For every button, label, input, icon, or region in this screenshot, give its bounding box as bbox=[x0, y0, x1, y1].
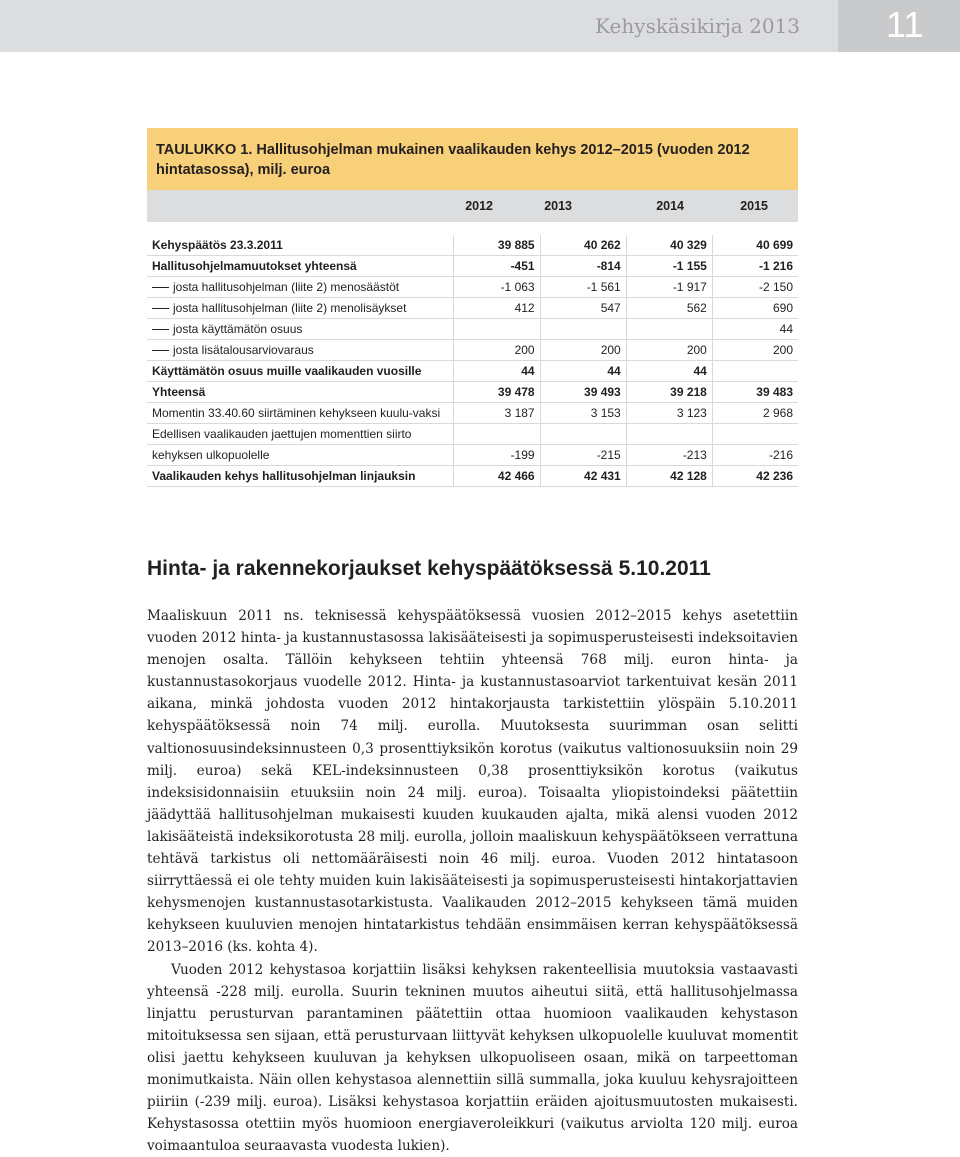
value-cell: 3 153 bbox=[540, 403, 626, 424]
value-cell: 3 123 bbox=[626, 403, 712, 424]
row-label-text: Käyttämätön osuus muille vaalikauden vuosille bbox=[152, 364, 421, 378]
row-label bbox=[147, 361, 454, 382]
value-cell: -216 bbox=[712, 445, 798, 466]
value-cell bbox=[712, 424, 798, 445]
row-label bbox=[147, 403, 454, 424]
value-cell: 562 bbox=[626, 298, 712, 319]
row-label-text: Yhteensä bbox=[152, 385, 205, 399]
value-cell: 39 885 bbox=[454, 235, 540, 256]
value-cell: -1 155 bbox=[626, 256, 712, 277]
value-cell: 44 bbox=[626, 361, 712, 382]
value-cell: -1 917 bbox=[626, 277, 712, 298]
table-row bbox=[147, 277, 798, 298]
value-cell bbox=[626, 319, 712, 340]
value-cell: 39 493 bbox=[540, 382, 626, 403]
value-cell: 44 bbox=[712, 319, 798, 340]
row-label-text: Hallitusohjelmamuutokset yhteensä bbox=[152, 259, 357, 273]
value-cell: 200 bbox=[454, 340, 540, 361]
value-cell: 200 bbox=[540, 340, 626, 361]
table-row bbox=[147, 466, 798, 487]
value-cell bbox=[454, 424, 540, 445]
value-cell: -199 bbox=[454, 445, 540, 466]
row-label-text: kehyksen ulkopuolelle bbox=[152, 448, 269, 462]
row-label bbox=[147, 382, 454, 403]
table-row bbox=[147, 382, 798, 403]
year-2015: 2015 bbox=[698, 199, 768, 213]
row-label-text: josta käyttämätön osuus bbox=[173, 322, 302, 336]
row-label bbox=[147, 424, 454, 445]
value-cell bbox=[540, 424, 626, 445]
value-cell: 44 bbox=[454, 361, 540, 382]
body-text bbox=[147, 605, 798, 1157]
table-caption: TAULUKKO 1. Hallitusohjelman mukainen vaalikauden kehys 2012–2015 (vuoden 2012 hintatasossa), milj. euroa bbox=[147, 128, 798, 190]
value-cell: 412 bbox=[454, 298, 540, 319]
budget-table-body bbox=[147, 235, 798, 487]
dash-marker bbox=[152, 287, 169, 288]
paragraph-1: Maaliskuun 2011 ns. teknisessä kehyspäätöksessä vuosien 2012–2015 kehys asetettiin vuoden 2012 hinta- ja kustannustasossa lakisääteisesti ja sopimusperusteisesti indeksoitavien menojen osalta. Tällöin kehykseen tehtiin yhteensä 768 milj. euron hinta- ja kustannustasokorjaus vuodelle 2012. Hinta- ja kustannustasoarviot tarkentuivat kesän 2011 aikana, minkä johdosta vuoden 2012 hintakorjausta tarkistettiin ylöspäin 5.10.2011 kehyspäätöksessä noin 74 milj. eurolla. Muutoksesta suurimman osan selitti valtionosuusindeksinnusteen 0,3 prosenttiyksikön korotus (vaikutus valtionosuuksiin noin 29 milj. euroa) sekä KEL-indeksinnusteen 0,38 prosenttiyksikön korotus (vaikutus indeksisidonnaisiin etuuksiin noin 24 milj. euroa). Toisaalta yliopistoindeksi päätettiin jäädyttää hallitusohjelman mukaisesti kuuden kuukauden ajalta, mikä alensi vuoden 2012 lakisääteistä indeksikorotusta 28 milj. eurolla, jolloin maaliskuun kehyspäätökseen verrattuna tehtävä tarkistus oli nettomääräisesti noin 46 milj. euroa. Vuoden 2012 hintatasoon siirryttäessä ei ole tehty muiden kuin lakisääteisesti ja sopimusperusteisesti hintakorjattavien kehysmenojen kustannustasotarkistusta. Vaalikauden 2012–2015 kehykseen tämä muiden kehykseen kuuluvien menojen hintatarkistus tehdään ensimmäisen kerran kehyspäätöksessä 2013–2016 (ks. kohta 4). bbox=[147, 605, 798, 959]
value-cell bbox=[454, 319, 540, 340]
table-year-header bbox=[147, 190, 798, 222]
value-cell: -215 bbox=[540, 445, 626, 466]
row-label bbox=[147, 277, 454, 298]
table-row bbox=[147, 403, 798, 424]
dash-marker bbox=[152, 308, 169, 309]
value-cell: 39 483 bbox=[712, 382, 798, 403]
row-label-text: josta hallitusohjelman (liite 2) menosäästöt bbox=[173, 280, 399, 294]
value-cell: -451 bbox=[454, 256, 540, 277]
value-cell: 42 128 bbox=[626, 466, 712, 487]
row-label bbox=[147, 466, 454, 487]
paragraph-2: Vuoden 2012 kehystasoa korjattiin lisäksi kehyksen rakenteellisia muutoksia vastaavasti yhteensä -228 milj. eurolla. Suurin tekninen muutos aiheutui siitä, että hallitusohjelmassa linjattu perusturvan parantaminen päätettiin ottaa huomioon vaalikauden kehystason mitoituksessa sen sijaan, että perusturvaan liittyvät kehyksen ulkopuolelle kuuluvat momentit olisi jaettu kehykseen kuuluvan ja kehyksen ulkopuoliseen osaan, mikä on tarpeettoman monimutkaista. Näin ollen kehystasoa alennettiin sillä summalla, joka kuuluu kehysrajoitteen piiriin (-239 milj. euroa). Lisäksi kehystasoa korjattiin eräiden ajoitusmuutosten mukaisesti. Kehystasossa otettiin myös huomioon energiaveroleikkuri (vaikutus arviolta 120 milj. euroa voimaantuloa seuraavasta vuodesta lukien). bbox=[147, 959, 798, 1157]
value-cell bbox=[540, 319, 626, 340]
value-cell: 39 478 bbox=[454, 382, 540, 403]
row-label bbox=[147, 445, 454, 466]
row-label-text: Edellisen vaalikauden jaettujen momenttien siirto bbox=[152, 427, 411, 441]
value-cell: 3 187 bbox=[454, 403, 540, 424]
table-row bbox=[147, 298, 798, 319]
value-cell: -1 063 bbox=[454, 277, 540, 298]
dash-marker bbox=[152, 350, 169, 351]
row-label bbox=[147, 340, 454, 361]
budget-table bbox=[147, 235, 798, 487]
year-2012: 2012 bbox=[423, 199, 493, 213]
value-cell: -814 bbox=[540, 256, 626, 277]
table-row bbox=[147, 445, 798, 466]
page-number: 11 bbox=[838, 4, 960, 46]
year-2014: 2014 bbox=[614, 199, 684, 213]
value-cell bbox=[626, 424, 712, 445]
value-cell: 40 329 bbox=[626, 235, 712, 256]
value-cell bbox=[712, 361, 798, 382]
value-cell: 200 bbox=[712, 340, 798, 361]
table-row bbox=[147, 424, 798, 445]
value-cell: -1 216 bbox=[712, 256, 798, 277]
row-label bbox=[147, 319, 454, 340]
year-2013: 2013 bbox=[502, 199, 572, 213]
value-cell: 2 968 bbox=[712, 403, 798, 424]
value-cell: -1 561 bbox=[540, 277, 626, 298]
value-cell: 42 431 bbox=[540, 466, 626, 487]
value-cell: 42 236 bbox=[712, 466, 798, 487]
section-heading: Hinta- ja rakennekorjaukset kehyspäätöksessä 5.10.2011 bbox=[147, 557, 798, 581]
running-title: Kehyskäsikirja 2013 bbox=[595, 14, 800, 38]
row-label bbox=[147, 235, 454, 256]
row-label bbox=[147, 298, 454, 319]
value-cell: 42 466 bbox=[454, 466, 540, 487]
table-row bbox=[147, 256, 798, 277]
value-cell: 40 699 bbox=[712, 235, 798, 256]
table-row bbox=[147, 235, 798, 256]
table-row bbox=[147, 361, 798, 382]
page-number-box bbox=[838, 0, 960, 52]
table-row bbox=[147, 340, 798, 361]
row-label-text: josta lisätalousarviovaraus bbox=[173, 343, 314, 357]
value-cell: 39 218 bbox=[626, 382, 712, 403]
value-cell: 200 bbox=[626, 340, 712, 361]
value-cell: 44 bbox=[540, 361, 626, 382]
row-label bbox=[147, 256, 454, 277]
value-cell: 40 262 bbox=[540, 235, 626, 256]
value-cell: 547 bbox=[540, 298, 626, 319]
row-label-text: Momentin 33.40.60 siirtäminen kehykseen kuulu-vaksi bbox=[152, 406, 440, 420]
table-row bbox=[147, 319, 798, 340]
row-label-text: josta hallitusohjelman (liite 2) menolisäykset bbox=[173, 301, 406, 315]
row-label-text: Kehyspäätös 23.3.2011 bbox=[152, 238, 283, 252]
value-cell: -213 bbox=[626, 445, 712, 466]
value-cell: -2 150 bbox=[712, 277, 798, 298]
dash-marker bbox=[152, 329, 169, 330]
page-header bbox=[0, 0, 960, 52]
value-cell: 690 bbox=[712, 298, 798, 319]
row-label-text: Vaalikauden kehys hallitusohjelman linjauksin bbox=[152, 469, 415, 483]
